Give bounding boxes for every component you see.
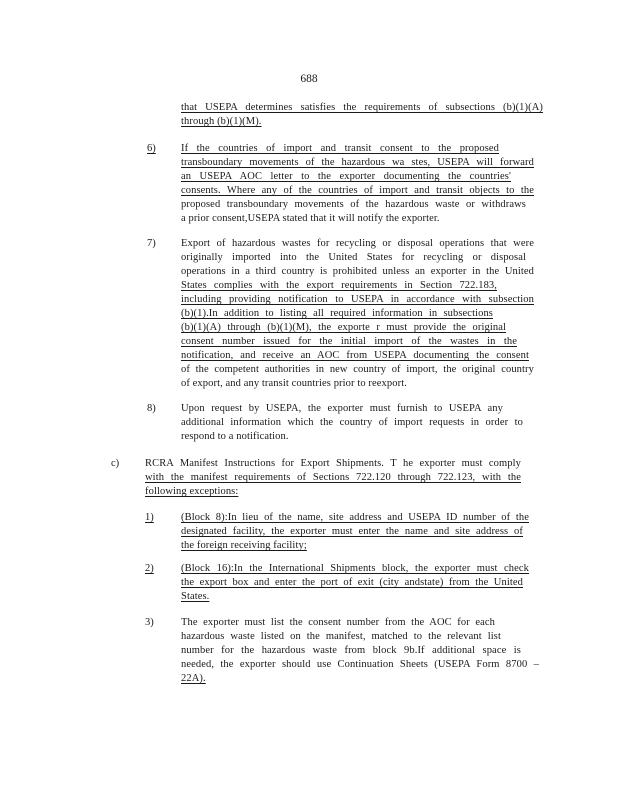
text-line: The exporter must list the consent number from the AOC for each	[181, 617, 495, 628]
item-marker-6: 6)	[147, 143, 156, 154]
text-line: (Block 8):In lieu of the name, site address and USEPA ID number of the	[181, 512, 529, 523]
text-line: additional information which the country of import requests in order to	[181, 417, 523, 428]
text-line: consents. Where any of the countries of import and transit objects to the	[181, 185, 534, 196]
text-line: following exceptions:	[145, 486, 239, 497]
text-line: hazardous waste listed on the manifest, matched to the relevant list	[181, 631, 501, 642]
sub-item-2	[181, 562, 534, 604]
text-line: of export, and any transit countries prior to reexport.	[181, 378, 407, 389]
text-line: consent number issued for the initial import of the wastes in the	[181, 336, 517, 347]
text-line: Upon request by USEPA, the exporter must furnish to USEPA any	[181, 403, 503, 414]
item-8	[181, 402, 534, 444]
text-line: the foreign receiving facility;	[181, 540, 307, 551]
text-line: of the competent authorities in new country of import, the original country	[181, 364, 534, 375]
text-line: (b)(1)(A) through (b)(1)(M), the exporte r must provide the original	[181, 322, 506, 333]
sub-item-marker-3: 3)	[145, 617, 154, 628]
text-line: that USEPA determines satisfies the requirements of subsections (b)(1)(A)	[181, 102, 543, 113]
text-line: the export box and enter the port of exit (city andstate) from the United	[181, 577, 523, 588]
text-line: States complies with the export requirements in Section 722.183,	[181, 280, 497, 291]
text-line: 22A).	[181, 673, 206, 684]
text-line: an USEPA AOC letter to the exporter documenting the countries'	[181, 171, 511, 182]
item-marker-8: 8)	[147, 403, 156, 414]
section-marker-c: c)	[111, 458, 120, 469]
text-line: a prior consent,USEPA stated that it will notify the exporter.	[181, 213, 440, 224]
text-line: Export of hazardous wastes for recycling or disposal operations that were	[181, 238, 534, 249]
text-line: originally imported into the United States for recycling or disposal	[181, 252, 526, 263]
text-line: States.	[181, 591, 210, 602]
text-line: respond to a notification.	[181, 431, 289, 442]
text-line: proposed transboundary movements of the hazardous waste or withdraws	[181, 199, 526, 210]
item-7	[181, 237, 534, 391]
top-continuation	[181, 101, 543, 129]
text-line: notification, and receive an AOC from USEPA documenting the consent	[181, 350, 529, 361]
text-line: operations in a third country is prohibited unless an exporter in the United	[181, 266, 534, 277]
text-line: number for the hazardous waste from block 9b.If additional space is	[181, 645, 521, 656]
text-line: through (b)(1)(M).	[181, 116, 262, 127]
sub-item-marker-1: 1)	[145, 512, 154, 523]
text-line: including providing notification to USEPA in accordance with subsection	[181, 294, 534, 305]
item-6	[181, 142, 534, 226]
text-line: with the manifest requirements of Sections 722.120 through 722.123, with the	[145, 472, 521, 483]
section-c	[145, 457, 521, 499]
text-line: designated facility, the exporter must enter the name and site address of	[181, 526, 523, 537]
item-marker-7: 7)	[147, 238, 156, 249]
text-line: (Block 16):In the International Shipments block, the exporter must check	[181, 563, 529, 574]
sub-item-1	[181, 511, 534, 553]
text-line: needed, the exporter should use Continuation Sheets (USEPA Form 8700 –	[181, 659, 539, 670]
text-line: (b)(1).In addition to listing all required information in subsections	[181, 308, 493, 319]
text-line: RCRA Manifest Instructions for Export Shipments. T he exporter must comply	[145, 458, 521, 469]
page-number: 688	[300, 73, 318, 85]
text-line: If the countries of import and transit consent to the proposed	[181, 143, 499, 154]
sub-item-marker-2: 2)	[145, 563, 154, 574]
text-line: transboundary movements of the hazardous wa stes, USEPA will forward	[181, 157, 534, 168]
sub-item-3	[181, 616, 539, 686]
